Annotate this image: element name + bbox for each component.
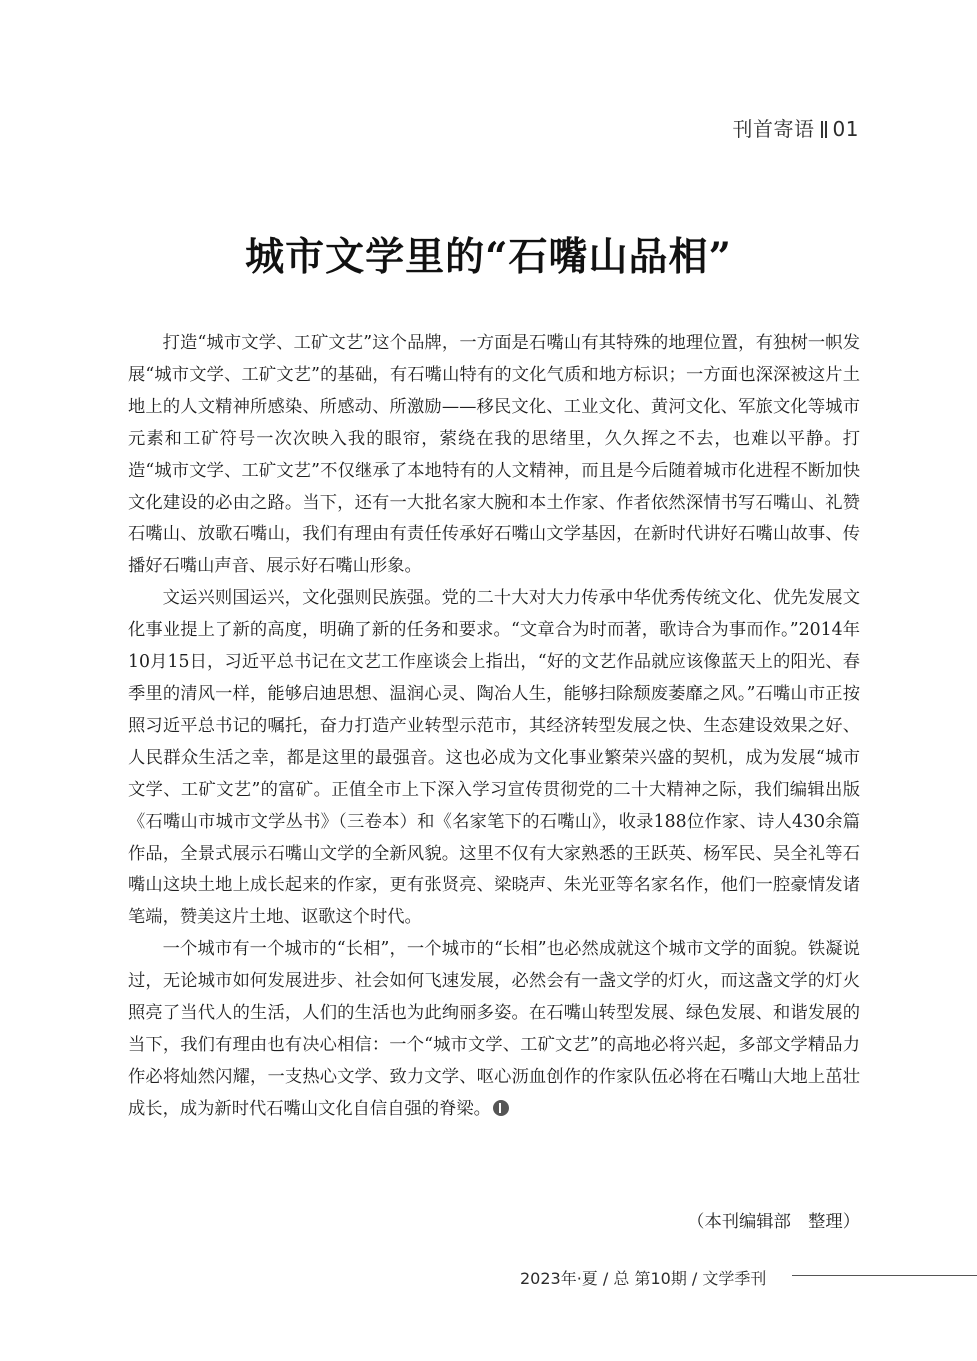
paragraph-2: 文运兴则国运兴，文化强则民族强。党的二十大对大力传承中华优秀传统文化、优先发展文化事业提上了新的高度，明确了新的任务和要求。“文章合为时而著，歌诗合为事而作。”2014年10月15日，习近平总书记在文艺工作座谈会上指出，“好的文艺作品就应该像蓝天上的阳光、春季里的清风一样，能够启迪思想、温润心灵、陶冶人生，能够扫除颓废萎靡之风。”石嘴山市正按照习近平总书记的嘱托，奋力打造产业转型示范市，其经济转型发展之快、生态建设效果之好、人民群众生活之幸，都是这里的最强音。这也必成为文化事业繁荣兴盛的契机，成为发展“城市文学、工矿文艺”的富矿。正值全市上下深入学习宣传贯彻党的二十大精神之际，我们编辑出版《石嘴山市城市文学丛书》（三卷本）和《名家笔下的石嘴山》，收录188位作家、诗人430余篇作品，全景式展示石嘴山文学的全新风貌。这里不仅有大家熟悉的王跃英、杨军民、吴全礼等石嘴山这块土地上成长起来的作家，更有张贤亮、梁晓声、朱光亚等名家名作，他们一腔豪情发诸笔端，赞美这片土地、讴歌这个时代。 <box>128 588 860 928</box>
footer-rule <box>792 1275 977 1276</box>
paragraph-3 <box>128 934 860 1125</box>
page-number: 01 <box>832 117 859 141</box>
footer-issue: 2023年·夏 / 总 第10期 / 文学季刊 <box>520 1269 767 1288</box>
article-title: 城市文学里的“石嘴山品相” <box>245 234 732 280</box>
section-name: 刊首寄语 <box>732 117 815 141</box>
paragraph-3-text: 一个城市有一个城市的“长相”，一个城市的“长相”也必然成就这个城市文学的面貌。铁凝说过，无论城市如何发展进步、社会如何飞速发展，必然会有一盏文学的灯火，而这盏文学的灯火照亮了当代人的生活，人们的生活也为此绚丽多姿。在石嘴山转型发展、绿色发展、和谐发展的当下，我们有理由也有决心相信：一个“城市文学、工矿文艺”的高地必将兴起，多部文学精品力作必将灿然闪耀，一支热心文学、致力文学、呕心沥血创作的作家队伍必将在石嘴山大地上茁壮成长，成为新时代石嘴山文化自信自强的脊梁。 <box>128 939 860 1119</box>
article-body <box>128 328 860 1126</box>
running-header <box>733 113 859 142</box>
paragraph-1: 打造“城市文学、工矿文艺”这个品牌，一方面是石嘴山有其特殊的地理位置，有独树一帜发展“城市文学、工矿文艺”的基础，有石嘴山特有的文化气质和地方标识；一方面也深深被这片土地上的人文精神所感染、所感动、所激励——移民文化、工业文化、黄河文化、军旅文化等城市元素和工矿符号一次次映入我的眼帘，萦绕在我的思绪里，久久挥之不去，也难以平静。打造“城市文学、工矿文艺”不仅继承了本地特有的人文精神，而且是今后随着城市化进程不断加快文化建设的必由之路。当下，还有一大批名家大腕和本土作家、作者依然深情书写石嘴山、礼赞石嘴山、放歌石嘴山，我们有理由有责任传承好石嘴山文学基因，在新时代讲好石嘴山故事、传播好石嘴山声音、展示好石嘴山形象。 <box>128 333 860 577</box>
header-divider <box>821 121 827 138</box>
end-mark-icon <box>493 1100 509 1116</box>
signature: （本刊编辑部 整理） <box>687 1212 860 1232</box>
